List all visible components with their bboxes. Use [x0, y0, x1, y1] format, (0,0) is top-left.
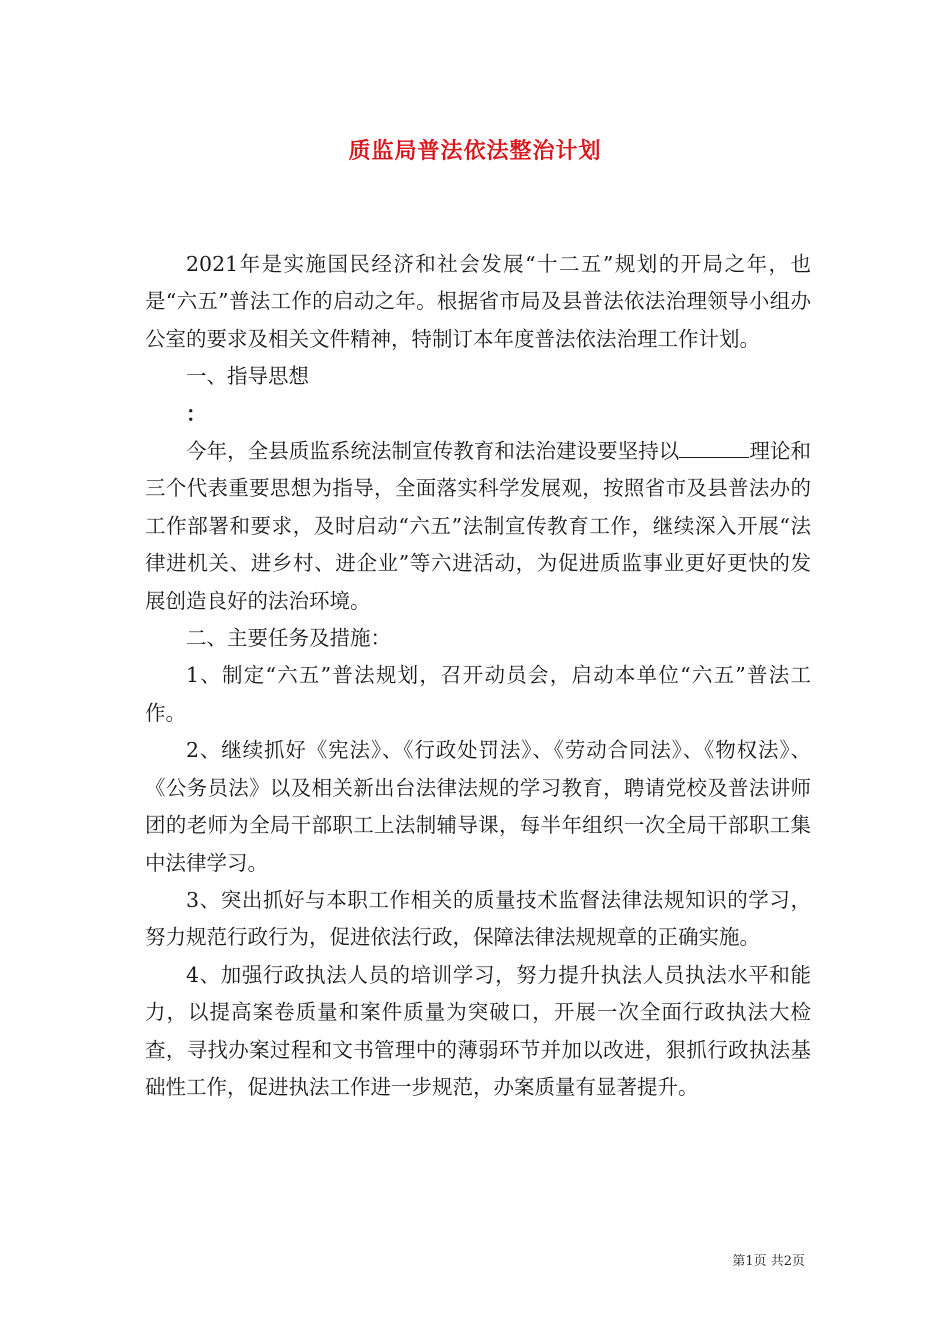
document-title: 质监局普法依法整治计划	[348, 138, 602, 164]
task-item-4: 4、加强行政执法人员的培训学习，努力提升执法人员执法水平和能力，以提高案卷质量和案件质量为突破口，开展一次全面行政执法大检查，寻找办案过程和文书管理中的薄弱环节并加以改进，狠抓行政执法基础性工作，促进执法工作进一步规范，办案质量有显著提升。	[145, 962, 811, 1099]
blank-underline	[679, 435, 749, 458]
guiding-paragraph-start: 今年，全县质监系统法制宣传教育和法治建设要坚持以	[186, 439, 680, 464]
document-body	[145, 246, 811, 1106]
task-item-3: 3、突出抓好与本职工作相关的质量技术监督法律法规知识的学习，努力规范行政行为，促进依法行政，保障法律法规规章的正确实施。	[145, 887, 811, 950]
task-item-1: 1、制定“六五”普法规划，召开动员会，启动本单位“六五”普法工作。	[145, 663, 811, 725]
section-heading-tasks: 二、主要任务及措施：	[186, 626, 391, 651]
colon-line: ：	[186, 401, 207, 426]
section-heading-guiding-ideology: 一、指导思想	[186, 364, 309, 389]
guiding-paragraph	[145, 433, 811, 620]
guiding-paragraph-rest: 理论和三个代表重要思想为指导，全面落实科学发展观，按照省市及县普法办的工作部署和要求，及时启动“六五”法制宣传教育工作，继续深入开展“法律进机关、进乡村、进企业”等六进活动，为促进质监事业更好更快的发展创造良好的法治环境。	[145, 439, 812, 613]
intro-paragraph: 2021年是实施国民经济和社会发展“十二五”规划的开局之年，也是“六五”普法工作的启动之年。根据省市局及县普法依法治理领导小组办公室的要求及相关文件精神，特制订本年度普法依法治理工作计划。	[145, 252, 811, 351]
page-number: 第1页 共2页	[732, 1254, 805, 1269]
task-item-2: 2、继续抓好《宪法》、《行政处罚法》、《劳动合同法》、《物权法》、《公务员法》以及相关新出台法律法规的学习教育，聘请党校及普法讲师团的老师为全局干部职工上法制辅导课，每半年组织一次全局干部职工集中法律学习。	[145, 738, 811, 875]
